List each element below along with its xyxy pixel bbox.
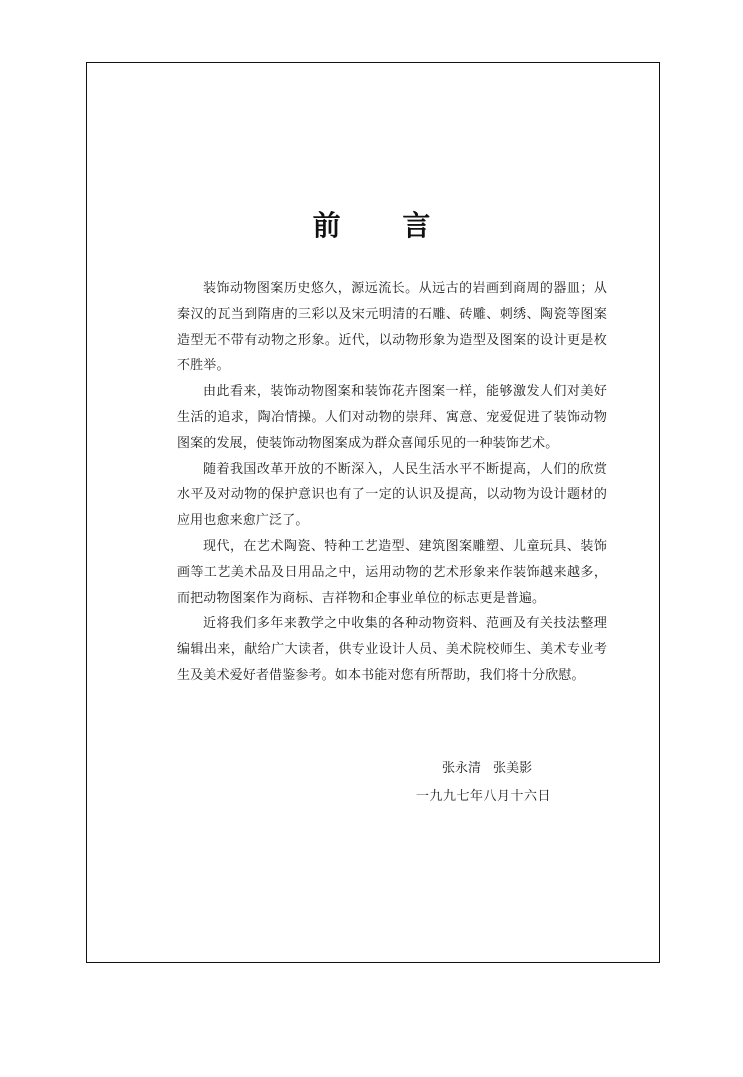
paragraph: 装饰动物图案历史悠久，源远流长。从远古的岩画到商周的器皿；从秦汉的瓦当到隋唐的三彩以及宋元明清的石雕、砖雕、刺绣、陶瓷等图案造型无不带有动物之形象。近代，以动物形象为造型及图案的设计更是枚不胜举。 (177, 281, 607, 374)
page-title: 前 言 (312, 209, 457, 242)
preface-body (177, 276, 607, 689)
paragraph: 现代，在艺术陶瓷、特种工艺造型、建筑图案雕塑、儿童玩具、装饰画等工艺美术品及日用品之中，运用动物的艺术形象来作装饰越来越多，而把动物图案作为商标、吉祥物和企事业单位的标志更是普遍。 (177, 538, 607, 606)
paragraph: 随着我国改革开放的不断深入，人民生活水平不断提高，人们的欣赏水平及对动物的保护意识也有了一定的认识及提高，以动物为设计题材的应用也愈来愈广泛了。 (177, 461, 607, 529)
signature-date: 一九九七年八月十六日 (416, 789, 552, 804)
paragraph: 近将我们多年来教学之中收集的各种动物资料、范画及有关技法整理编辑出来，献给广大读者，供专业设计人员、美术院校师生、美术专业考生及美术爱好者借鉴参考。如本书能对您有所帮助，我们将十分欣慰。 (177, 616, 607, 683)
signature-authors: 张永清 张美影 (442, 761, 533, 776)
paragraph: 由此看来，装饰动物图案和装饰花卉图案一样，能够激发人们对美好生活的追求，陶冶情操。人们对动物的崇拜、寓意、宠爱促进了装饰动物图案的发展，使装饰动物图案成为群众喜闻乐见的一种装饰艺术。 (177, 384, 607, 451)
